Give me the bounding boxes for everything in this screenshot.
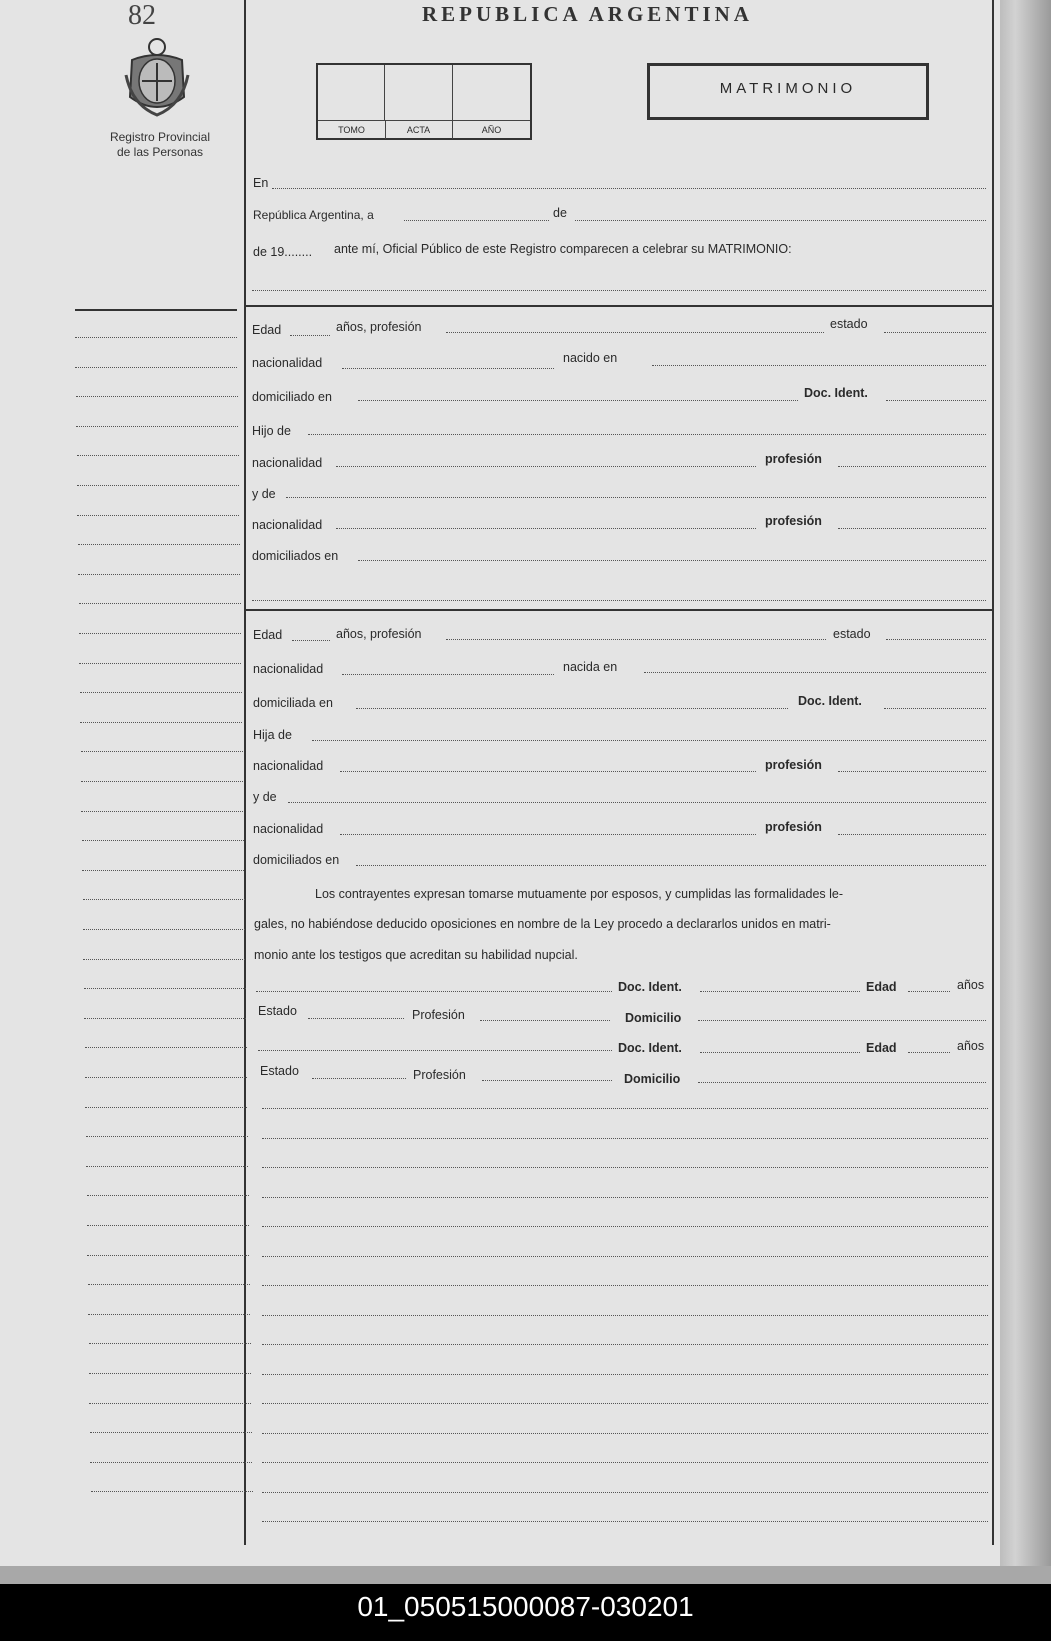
margin-note-line[interactable]	[85, 1047, 247, 1048]
notes-line[interactable]	[262, 1167, 988, 1168]
notes-line[interactable]	[262, 1344, 988, 1345]
declaration-line3: monio ante los testigos que acreditan su habilidad nupcial.	[254, 948, 578, 962]
margin-note-line[interactable]	[87, 1225, 249, 1226]
declaration-line2: gales, no habiéndose deducido oposiciones en nombre de la Ley procedo a declararlos unidos en matri-	[254, 917, 831, 931]
margin-note-line[interactable]	[85, 1107, 247, 1108]
groom-estado-label: estado	[830, 317, 868, 331]
en-field[interactable]	[272, 188, 986, 189]
groom-separator	[244, 305, 994, 307]
notes-line[interactable]	[262, 1315, 988, 1316]
notes-line[interactable]	[262, 1403, 988, 1404]
document-title: REPUBLICA ARGENTINA	[422, 2, 753, 26]
ante-text: ante mí, Oficial Público de este Registro comparecen a celebrar su MATRIMONIO:	[334, 242, 792, 256]
witness1-estado-field[interactable]	[308, 1018, 404, 1019]
groom-domiciliados-label: domiciliados en	[252, 549, 339, 563]
witness1-name-field[interactable]	[256, 991, 612, 992]
groom-domiciliado-label: domiciliado en	[252, 390, 332, 404]
bride-domiciliada-label: domiciliada en	[253, 696, 333, 710]
witness2-estado-field[interactable]	[312, 1078, 406, 1079]
act-type-box	[647, 63, 929, 120]
bride-madre-nac-field[interactable]	[340, 834, 756, 835]
witness1-doc-field[interactable]	[700, 991, 860, 992]
margin-note-line[interactable]	[79, 663, 241, 664]
witness1-anos-label: años	[957, 978, 985, 992]
margin-note-line[interactable]	[76, 426, 238, 427]
bride-nacida-field[interactable]	[644, 672, 986, 673]
book-edge	[1000, 0, 1051, 1584]
groom-hijo-de-label: Hijo de	[252, 424, 291, 438]
en-label: En	[253, 176, 269, 190]
margin-note-line[interactable]	[80, 722, 242, 723]
page-number: 82	[128, 0, 156, 31]
witness2-estado-label: Estado	[260, 1064, 299, 1078]
margin-note-line[interactable]	[87, 1255, 249, 1256]
groom-nacionalidad2-label: nacionalidad	[252, 456, 323, 470]
margin-separator	[75, 309, 237, 311]
witness2-doc-field[interactable]	[700, 1052, 860, 1053]
ano-label: AÑO	[453, 120, 530, 139]
margin-note-line[interactable]	[89, 1403, 251, 1404]
margin-note-line[interactable]	[88, 1314, 250, 1315]
groom-doc-field[interactable]	[886, 400, 986, 401]
witness1-domicilio-label: Domicilio	[625, 1011, 682, 1025]
margin-note-line[interactable]	[82, 870, 244, 871]
right-margin-rule	[992, 0, 994, 1545]
groom-padre-prof-field[interactable]	[838, 466, 986, 467]
groom-estado-field[interactable]	[884, 332, 986, 333]
bride-nacionalidad-label: nacionalidad	[253, 662, 324, 676]
witness2-edad-field[interactable]	[908, 1052, 950, 1053]
witness2-edad-label: Edad	[866, 1041, 897, 1055]
scan-id: 01_050515000087-030201	[357, 1591, 694, 1622]
margin-note-line[interactable]	[77, 515, 239, 516]
tomo-label: TOMO	[318, 120, 386, 139]
witness2-name-field[interactable]	[258, 1050, 612, 1051]
margin-note-line[interactable]	[78, 574, 240, 575]
bride-doc-field[interactable]	[884, 708, 986, 709]
bride-nacida-en-label: nacida en	[563, 660, 618, 674]
margin-note-line[interactable]	[81, 751, 243, 752]
groom-domicilio-field[interactable]	[358, 400, 798, 401]
witness1-edad-label: Edad	[866, 980, 897, 994]
bride-hija-de-label: Hija de	[253, 728, 292, 742]
bride-madre-field[interactable]	[288, 802, 986, 803]
year-label: de 19........	[253, 245, 313, 259]
witness1-doc-label: Doc. Ident.	[618, 980, 682, 994]
groom-nacionalidad3-label: nacionalidad	[252, 518, 323, 532]
margin-note-line[interactable]	[86, 1136, 248, 1137]
notes-line[interactable]	[262, 1108, 988, 1109]
groom-padre-nac-field[interactable]	[336, 466, 756, 467]
notes-line[interactable]	[262, 1226, 988, 1227]
acta-cell	[385, 65, 453, 120]
bride-edad-field[interactable]	[292, 640, 330, 641]
margin-note-line[interactable]	[76, 396, 238, 397]
coat-of-arms-icon	[122, 35, 192, 120]
month-field[interactable]	[575, 220, 986, 221]
margin-note-line[interactable]	[81, 811, 243, 812]
margin-note-line[interactable]	[79, 633, 241, 634]
notes-line[interactable]	[262, 1197, 988, 1198]
margin-note-line[interactable]	[90, 1462, 252, 1463]
registry-line1: Registro Provincial	[109, 130, 211, 144]
bride-madre-prof-field[interactable]	[838, 834, 986, 835]
bride-padre-nac-field[interactable]	[340, 771, 756, 772]
header-extra-field[interactable]	[252, 290, 986, 291]
bride-nacionalidad2-label: nacionalidad	[253, 759, 324, 773]
bride-domicilio-field[interactable]	[356, 708, 788, 709]
bride-nacionalidad-field[interactable]	[342, 674, 554, 675]
bride-padre-field[interactable]	[312, 740, 986, 741]
day-field[interactable]	[404, 220, 549, 221]
margin-note-line[interactable]	[83, 959, 245, 960]
groom-nacionalidad-label: nacionalidad	[252, 356, 323, 370]
margin-note-line[interactable]	[84, 1018, 246, 1019]
margin-note-line[interactable]	[89, 1373, 251, 1374]
notes-line[interactable]	[262, 1256, 988, 1257]
groom-nacido-en-label: nacido en	[563, 351, 618, 365]
margin-note-line[interactable]	[86, 1166, 248, 1167]
margin-note-line[interactable]	[82, 840, 244, 841]
bride-anos-profesion-label: años, profesión	[336, 627, 422, 641]
margin-note-line[interactable]	[89, 1343, 251, 1344]
groom-doc-label: Doc. Ident.	[804, 386, 868, 400]
witness1-estado-label: Estado	[258, 1004, 297, 1018]
bride-estado-field[interactable]	[886, 639, 986, 640]
margin-note-line[interactable]	[77, 485, 239, 486]
groom-nacido-field[interactable]	[652, 365, 986, 366]
registry-label	[90, 130, 230, 160]
notes-line[interactable]	[262, 1462, 988, 1463]
witness1-edad-field[interactable]	[908, 991, 950, 992]
bride-separator	[244, 609, 994, 611]
margin-note-line[interactable]	[80, 692, 242, 693]
bride-edad-label: Edad	[253, 628, 283, 642]
witness2-doc-label: Doc. Ident.	[618, 1041, 682, 1055]
bride-y-de-label: y de	[253, 790, 277, 804]
margin-note-line[interactable]	[75, 337, 237, 338]
act-type-label: MATRIMONIO	[719, 80, 857, 97]
margin-note-line[interactable]	[84, 988, 246, 989]
margin-note-line[interactable]	[83, 929, 245, 930]
margin-note-line[interactable]	[91, 1491, 253, 1492]
tomo-cell	[318, 65, 385, 120]
witness1-profesion-label: Profesión	[412, 1008, 465, 1022]
notes-line[interactable]	[262, 1492, 988, 1493]
groom-profesion-field[interactable]	[446, 332, 824, 333]
bride-nacionalidad3-label: nacionalidad	[253, 822, 324, 836]
registry-line2: de las Personas	[116, 145, 204, 159]
groom-anos-profesion-label: años, profesión	[336, 320, 422, 334]
de-label: de	[553, 206, 567, 220]
groom-padres-dom-field[interactable]	[358, 560, 986, 561]
bride-profesion-label: profesión	[765, 758, 822, 772]
margin-note-line[interactable]	[79, 603, 241, 604]
margin-note-line[interactable]	[75, 367, 237, 368]
groom-y-de-label: y de	[252, 487, 276, 501]
bride-padre-prof-field[interactable]	[838, 771, 986, 772]
margin-note-line[interactable]	[87, 1195, 249, 1196]
notes-line[interactable]	[262, 1374, 988, 1375]
margin-note-line[interactable]	[81, 781, 243, 782]
bride-estado-label: estado	[833, 627, 871, 641]
witness2-profesion-field[interactable]	[482, 1080, 612, 1081]
bride-domiciliados-label: domiciliados en	[253, 853, 340, 867]
witness1-domicilio-field[interactable]	[698, 1020, 986, 1021]
notes-line[interactable]	[262, 1521, 988, 1522]
witness2-domicilio-field[interactable]	[698, 1082, 986, 1083]
margin-note-line[interactable]	[77, 455, 239, 456]
margin-note-line[interactable]	[90, 1432, 252, 1433]
margin-note-line[interactable]	[83, 899, 245, 900]
margin-note-line[interactable]	[85, 1077, 247, 1078]
notes-line[interactable]	[262, 1285, 988, 1286]
margin-note-line[interactable]	[88, 1284, 250, 1285]
witness2-anos-label: años	[957, 1039, 985, 1053]
groom-profesion-label: profesión	[765, 452, 822, 466]
bride-padres-dom-field[interactable]	[356, 865, 986, 866]
bride-doc-label: Doc. Ident.	[798, 694, 862, 708]
witness2-domicilio-label: Domicilio	[624, 1072, 681, 1086]
groom-padre-field[interactable]	[308, 434, 986, 435]
groom-madre-prof-field[interactable]	[838, 528, 986, 529]
notes-line[interactable]	[262, 1138, 988, 1139]
groom-nacionalidad-field[interactable]	[342, 368, 554, 369]
bride-profesion2-label: profesión	[765, 820, 822, 834]
republica-label: República Argentina, a	[253, 208, 374, 222]
groom-edad-field[interactable]	[290, 335, 330, 336]
groom-madre-nac-field[interactable]	[336, 528, 756, 529]
declaration-line1: Los contrayentes expresan tomarse mutuamente por esposos, y cumplidas las formalidades le-	[315, 887, 844, 901]
witness1-profesion-field[interactable]	[480, 1020, 610, 1021]
margin-note-line[interactable]	[78, 544, 240, 545]
register-box	[316, 63, 532, 140]
groom-profesion2-label: profesión	[765, 514, 822, 528]
groom-madre-field[interactable]	[286, 497, 986, 498]
groom-edad-label: Edad	[252, 323, 282, 337]
witness2-profesion-label: Profesión	[413, 1068, 466, 1082]
notes-line[interactable]	[262, 1433, 988, 1434]
groom-extra-field[interactable]	[252, 600, 986, 601]
page-bottom-edge	[0, 1566, 1051, 1584]
bride-profesion-field[interactable]	[446, 639, 826, 640]
acta-label: ACTA	[385, 120, 453, 139]
